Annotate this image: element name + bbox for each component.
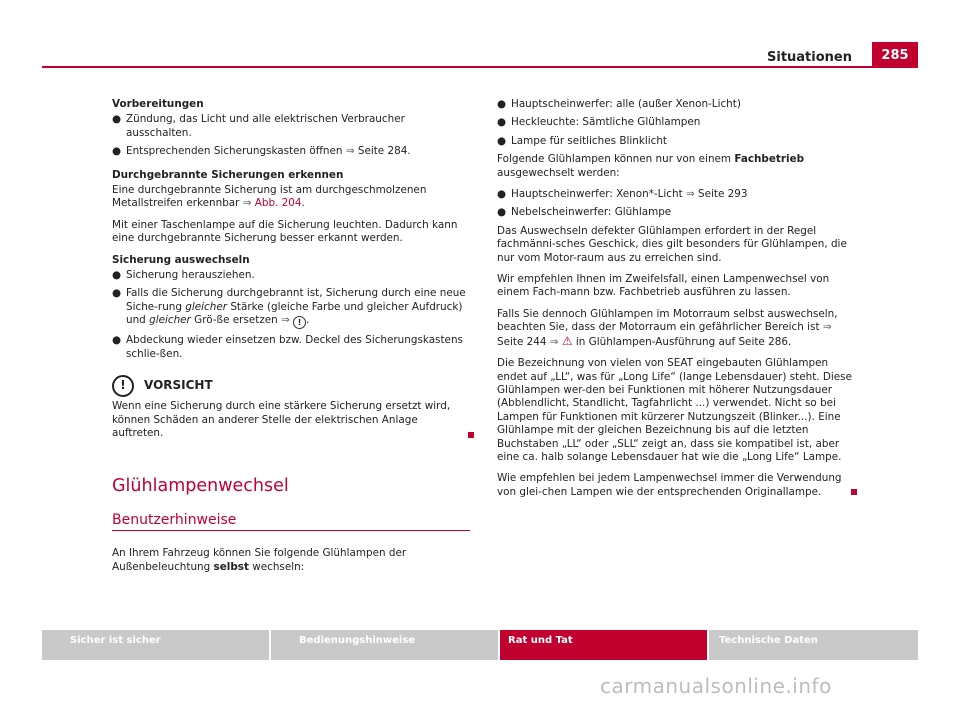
end-mark-icon [468,432,474,438]
list-item: ● Zündung, das Licht und alle elektrischen Verbraucher ausschalten. [112,113,405,139]
tab-technische-daten[interactable]: Technische Daten [709,630,918,660]
preparations-heading: Vorbereitungen [112,98,204,110]
end-mark-icon [851,489,857,495]
paragraph: Das Auswechseln defekter Glühlampen erfordert in der Regel fachmänni-sches Geschick, dies gilt besonders für Glühlampen, die nur vom Motor-raum aus zu erreichen sind. [497,224,847,264]
replace-fuse-heading: Sicherung auswechseln [112,253,250,266]
warning-triangle-icon[interactable]: ⚠ [561,333,573,348]
arrow-icon: ⇒ [345,145,355,158]
list-item: ● Falls die Sicherung durchgebrannt ist, Sicherung durch eine neue Siche-rung gleicher Stärke (gleiche Farbe und gleicher Aufdruck) und gleicher Grö-ße ersetzen ⇒ ! . [112,287,466,328]
tab-bedienungshinweise[interactable]: Bedienungshinweise [271,630,498,660]
paragraph: Wie empfehlen bei jedem Lampenwechsel immer die Verwendung von glei-chen Lampen wie der entsprechenden Originallampe. [497,472,857,499]
list-item: ● Abdeckung wieder einsetzen bzw. Deckel des Sicherungskastens schlie-ßen. [112,334,463,360]
page-reference[interactable]: Seite 284. [357,145,411,158]
list-item: ● Heckleuchte: Sämtliche Glühlampen [497,116,701,129]
burnt-fuse-heading: Durchgebrannte Sicherungen erkennen [112,168,344,181]
footer-tabs [42,630,918,660]
list-item: ● Lampe für seitliches Blinklicht [497,134,667,147]
list-item: ● Nebelscheinwerfer: Glühlampe [497,206,672,219]
paragraph: Die Bezeichnung von vielen von SEAT eingebauten Glühlampen endet auf „LL“, was für „Long Life“ (lange Lebensdauer) steht. Diese Glühlampen wer-den bei Funktionen mit höherer Nutzungsdauer (Abblendlicht, Standlicht, Tagfahrlicht ...) verwendet. Nicht so bei Lampen für Funktionen mit kürzerer Nutzungszeit (Blinker...). Eine Glühlampe mit der gleichen Bezeichnung bis auf die letzten Buchstaben „LL“ oder „SLL“ zeigt an, dass sie kompatibel ist, aber eine ca. halb solange Lebensdauer hat wie die „Long Life“ Lampe. [497,357,852,463]
paragraph: Wir empfehlen Ihnen im Zweifelsfall, einen Lampenwechsel von einem Fach-mann bzw. Fachbetrieb ausführen zu lassen. [497,273,830,299]
workshop-text: Folgende Glühlampen können nur von einem Fachbetrieb ausgewechselt werden: [497,153,805,179]
burnt-fuse-text: Eine durchgebrannte Sicherung ist am durchgeschmolzenen Metallstreifen erkennbar ⇒ Abb. 204. [112,184,427,210]
list-item: ● Sicherung herausziehen. [112,269,255,282]
section-heading: Benutzerhinweise [112,514,470,531]
caution-ref-icon[interactable]: ! [293,316,306,329]
page-reference[interactable]: Seite 293 [698,188,748,201]
caution-box [112,375,470,440]
torch-text: Mit einer Taschenlampe auf die Sicherung leuchten. Dadurch kann eine durchgebrannte Sicherung besser erkannt werden. [112,218,458,245]
caution-icon: ! [112,375,134,397]
caution-text: Wenn eine Sicherung durch eine stärkere Sicherung ersetzt wird, können Schäden an anderer Stelle der elektrischen Anlage auftreten. [112,400,470,440]
tab-sicher-ist-sicher[interactable]: Sicher ist sicher [42,630,269,660]
page-reference[interactable]: Seite 244 [497,335,547,348]
arrow-icon: ⇒ [281,314,290,327]
tab-rat-und-tat[interactable]: Rat und Tat [500,630,707,660]
chapter-heading: Glühlampenwechsel [112,476,289,497]
watermark: carmanualsonline.info [600,674,832,698]
right-column [497,98,857,507]
figure-link[interactable]: ⇒ Abb. 204 [242,197,302,210]
left-column [112,98,470,582]
intro-text: An Ihrem Fahrzeug können Sie folgende Glühlampen der Außenbeleuchtung selbst wechseln: [112,547,407,573]
arrow-icon: ⇒ [822,321,832,334]
header-rule [42,66,918,68]
list-item: ● Hauptscheinwerfer: Xenon*-Licht ⇒ Seite 293 [497,188,748,201]
caution-title: VORSICHT [144,378,213,393]
list-item: ● Hauptscheinwerfer: alle (außer Xenon-Licht) [497,98,741,110]
page-number: 285 [872,42,918,68]
section-title: Situationen [767,50,852,65]
paragraph: Falls Sie dennoch Glühlampen im Motorraum selbst auswechseln, beachten Sie, dass der Motorraum ein gefährlicher Bereich ist ⇒ Seite 244 ⇒ ⚠ in Glühlampen-Ausführung auf Seite 286. [497,307,838,348]
list-item: ● Entsprechenden Sicherungskasten öffnen ⇒ Seite 284. [112,145,411,158]
arrow-icon: ⇒ [686,188,695,201]
